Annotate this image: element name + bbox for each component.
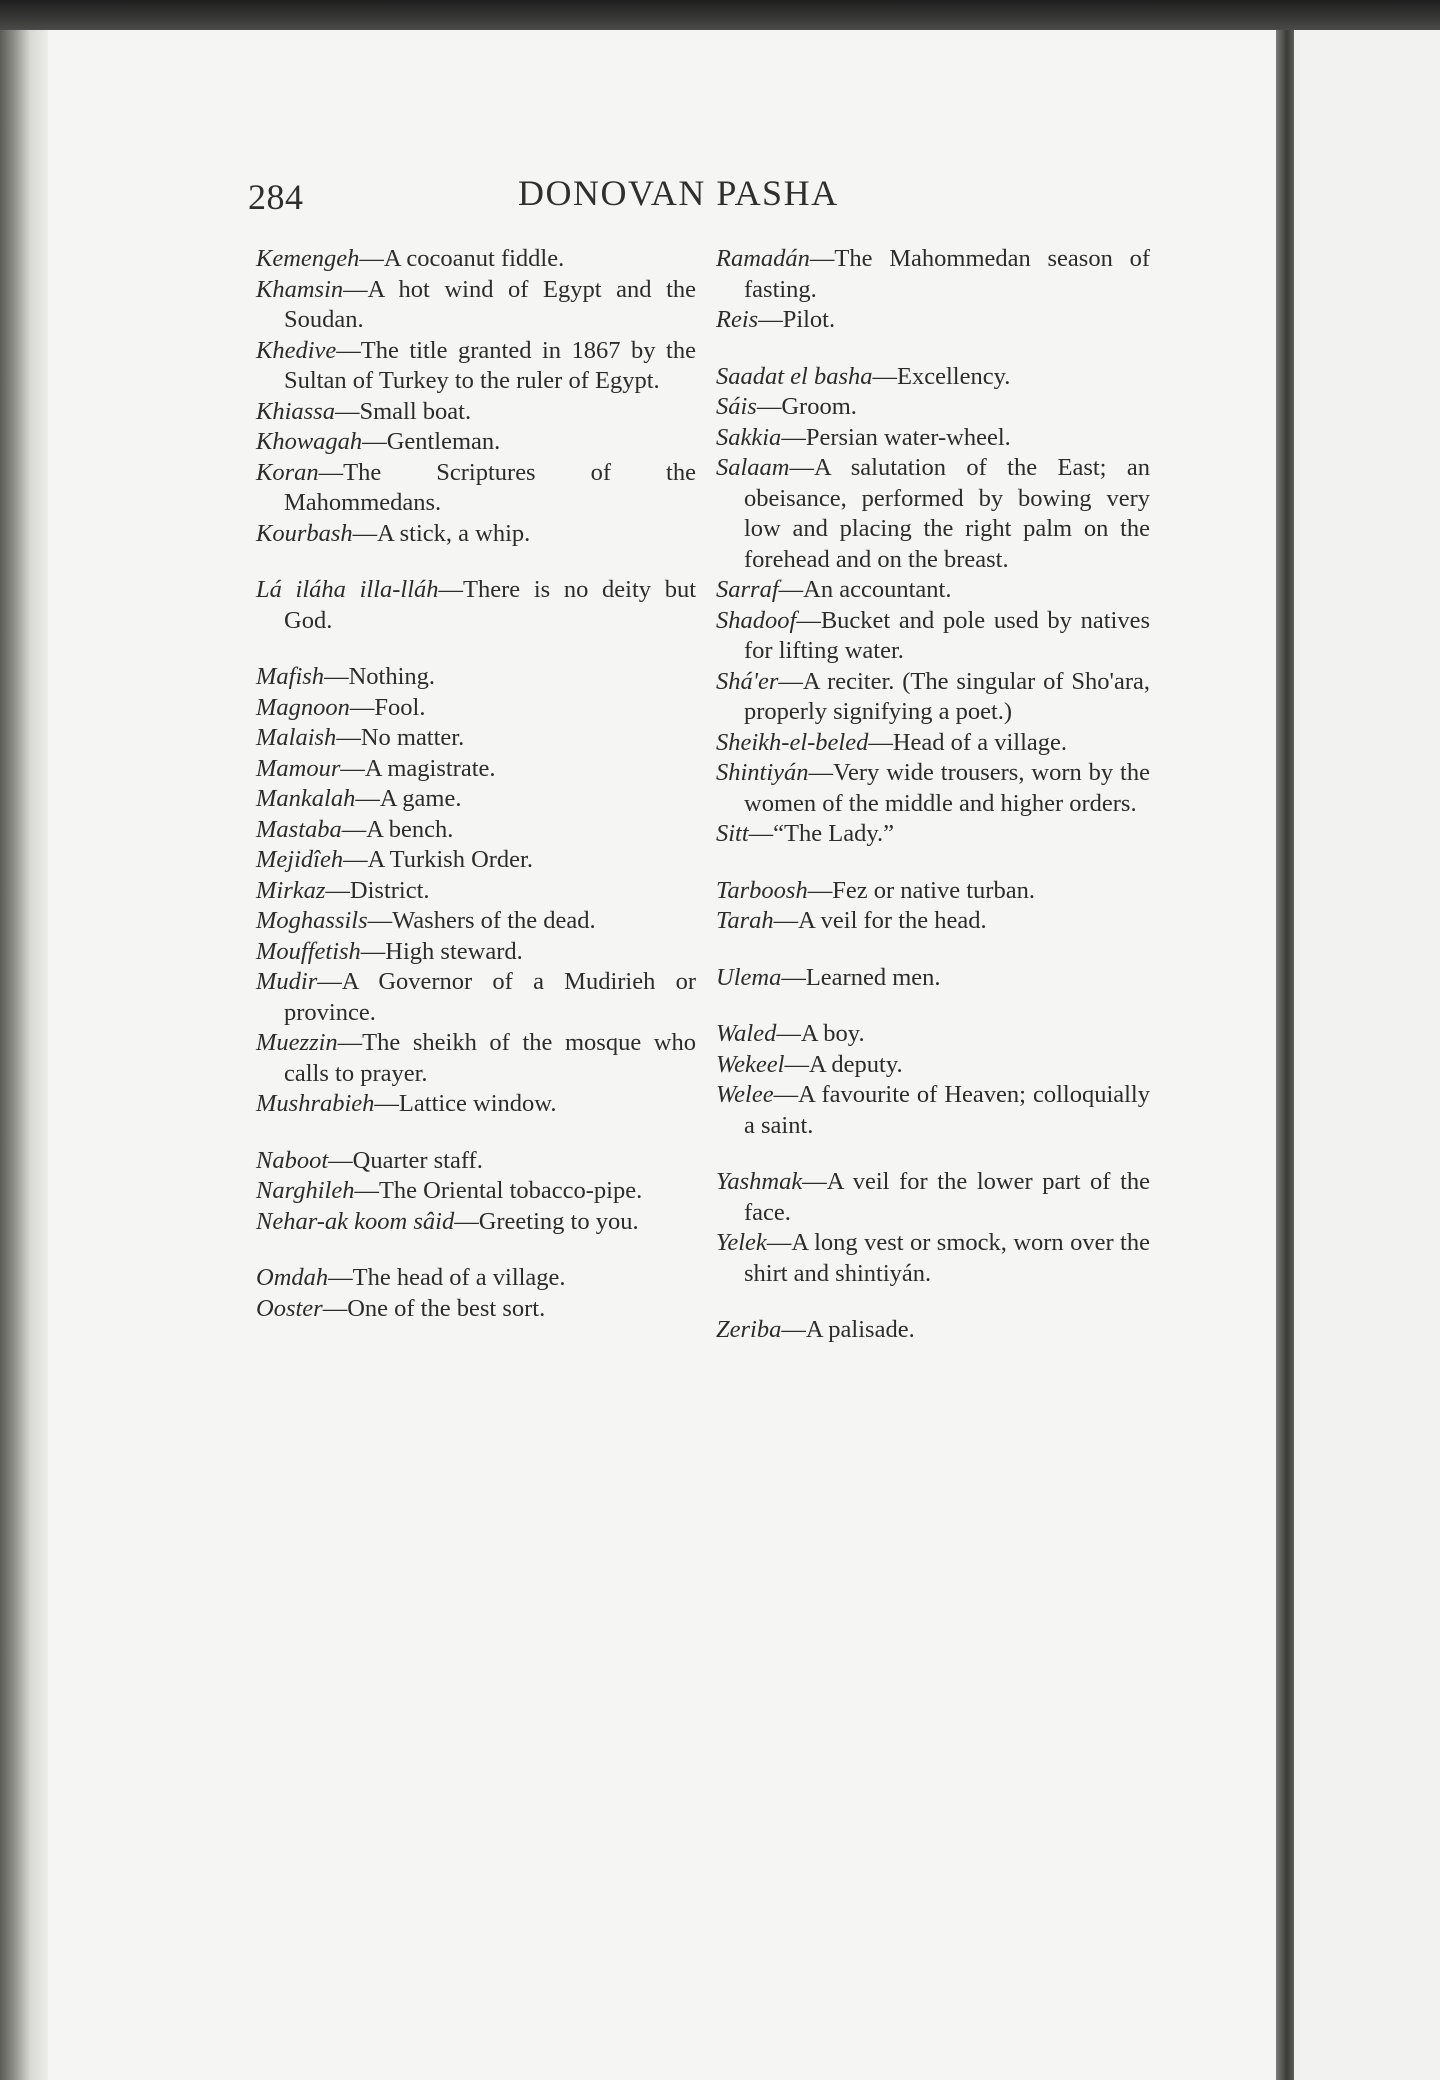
glossary-term: Salaam: [716, 454, 790, 481]
glossary-entry: [256, 1263, 696, 1294]
em-dash: [454, 1208, 479, 1235]
glossary-definition: Learned men.: [805, 963, 941, 991]
glossary-definition: A salutation of the East; an obeisance, performed by bowing very low and placing the right palm on the forehead and on the breast.: [744, 454, 1150, 573]
glossary-term: Lá iláha illa-lláh: [256, 576, 439, 603]
glossary-entry: [716, 819, 1150, 850]
glossary-entry: [716, 1167, 1150, 1228]
glossary-definition: Head of a village.: [892, 728, 1068, 756]
glossary-definition: Quarter staff.: [352, 1146, 483, 1174]
glossary-term: Sáis: [716, 393, 757, 420]
em-dash: [776, 1020, 801, 1047]
em-dash: [368, 907, 393, 934]
em-dash: [796, 607, 821, 634]
glossary-entry: [716, 1019, 1150, 1050]
glossary-term: Mushrabieh: [256, 1090, 375, 1117]
glossary-definition: A palisade.: [805, 1316, 915, 1343]
glossary-definition: A deputy.: [808, 1050, 903, 1078]
glossary-entry: [256, 1294, 696, 1325]
glossary-term: Yashmak: [716, 1168, 803, 1195]
glossary-term: Ooster: [256, 1294, 323, 1322]
glossary-term: Saadat el basha: [716, 362, 873, 390]
em-dash: [774, 907, 799, 934]
glossary-entry: [716, 575, 1150, 606]
glossary-term: Wekeel: [716, 1050, 785, 1078]
glossary-term: Sakkia: [716, 423, 782, 451]
em-dash: [374, 1090, 399, 1117]
glossary-term: Mudir: [256, 968, 318, 995]
glossary-entry: [256, 784, 696, 815]
glossary-definition: Fool.: [374, 693, 426, 721]
glossary-term: Khiassa: [256, 397, 335, 425]
glossary-definition: District.: [349, 876, 430, 904]
glossary-term: Moghassils: [256, 907, 368, 934]
glossary-entry: [256, 1146, 696, 1177]
em-dash: [790, 454, 815, 481]
glossary-entry: [256, 937, 696, 968]
glossary-entry: [256, 1089, 696, 1120]
glossary-definition: Lattice window.: [398, 1090, 557, 1117]
em-dash: [749, 820, 774, 847]
glossary-entry: [256, 1028, 696, 1089]
em-dash: [779, 576, 804, 603]
glossary-definition: A favourite of Heaven; colloquially a saint.: [744, 1081, 1150, 1139]
glossary-term: Mejidîeh: [256, 846, 344, 873]
glossary-entry: [716, 963, 1150, 994]
glossary-definition: Excellency.: [897, 362, 1011, 390]
glossary-definition: A stick, a whip.: [377, 519, 531, 547]
glossary-definition: Fez or native turban.: [832, 876, 1035, 904]
glossary-column-left: [256, 244, 696, 1324]
glossary-entry: [716, 758, 1150, 819]
glossary-entry: [716, 1315, 1150, 1346]
glossary-term: Ramadán: [716, 245, 810, 272]
glossary-term: Narghileh: [256, 1177, 355, 1204]
em-dash: [340, 755, 365, 782]
glossary-entry: [716, 1080, 1150, 1141]
glossary-term: Magnoon: [256, 693, 350, 721]
glossary-entry: [716, 423, 1150, 454]
em-dash: [362, 428, 387, 455]
scan-right-margin: [1294, 30, 1440, 2080]
glossary-entry: [256, 754, 696, 785]
em-dash: [873, 363, 898, 390]
glossary-entry: [256, 427, 696, 458]
glossary-term: Omdah: [256, 1264, 329, 1291]
glossary-definition: Washers of the dead.: [392, 907, 596, 934]
glossary-entry: [716, 728, 1150, 759]
em-dash: [354, 1177, 379, 1204]
em-dash: [868, 729, 893, 756]
glossary-definition: Greeting to you.: [478, 1207, 639, 1235]
glossary-column-right: [716, 244, 1150, 1346]
glossary-term: Mafish: [256, 663, 325, 690]
glossary-entry: [716, 305, 1150, 336]
glossary-entry: [716, 1050, 1150, 1081]
em-dash: [336, 337, 361, 364]
glossary-definition: The Scriptures of the Mahommedans.: [284, 458, 696, 516]
glossary-term: Mirkaz: [256, 876, 326, 904]
em-dash: [439, 576, 464, 603]
glossary-definition: A Turkish Order.: [367, 846, 533, 873]
glossary-term: Tarah: [716, 907, 774, 934]
em-dash: [359, 245, 384, 272]
glossary-entry: [256, 815, 696, 846]
glossary-definition: A magistrate.: [364, 754, 496, 782]
glossary-definition: The Oriental tobacco-pipe.: [378, 1177, 643, 1204]
glossary-definition: Gentleman.: [386, 428, 501, 455]
glossary-term: Naboot: [256, 1146, 329, 1174]
em-dash: [328, 1264, 353, 1291]
glossary-term: Yelek: [716, 1229, 767, 1256]
scan-top-edge: [0, 0, 1440, 30]
glossary-term: Waled: [716, 1020, 777, 1047]
glossary-entry: [256, 967, 696, 1028]
em-dash: [781, 964, 806, 991]
glossary-entry: [256, 458, 696, 519]
glossary-term: Kemengeh: [256, 245, 360, 272]
glossary-definition: A bench.: [366, 815, 454, 843]
em-dash: [336, 724, 361, 751]
glossary-definition: Groom.: [781, 393, 857, 420]
book-spine: [1276, 30, 1294, 2080]
glossary-term: Khedive: [256, 336, 337, 364]
glossary-term: Muezzin: [256, 1029, 338, 1056]
glossary-definition: “The Lady.”: [773, 820, 895, 847]
glossary-term: Ulema: [716, 963, 782, 991]
glossary-entry: [256, 275, 696, 336]
glossary-entry: [256, 1207, 696, 1238]
glossary-definition: No matter.: [360, 724, 465, 751]
glossary-entry: [256, 876, 696, 907]
glossary-entry: [716, 1228, 1150, 1289]
glossary-definition: A game.: [379, 785, 462, 812]
glossary-definition: A cocoanut fiddle.: [383, 245, 565, 272]
glossary-entry: [256, 693, 696, 724]
glossary-term: Khowagah: [256, 428, 363, 455]
em-dash: [343, 846, 368, 873]
glossary-definition: An accountant.: [803, 576, 952, 603]
glossary-term: Welee: [716, 1081, 774, 1108]
glossary-definition: Persian water-wheel.: [805, 423, 1011, 451]
em-dash: [353, 520, 378, 547]
glossary-entry: [716, 453, 1150, 575]
glossary-term: Reis: [716, 306, 759, 333]
glossary-term: Shá'er: [716, 667, 779, 695]
glossary-entry: [256, 575, 696, 636]
glossary-term: Zeriba: [716, 1316, 782, 1343]
glossary-definition: There is no deity but God.: [284, 576, 697, 634]
glossary-term: Khamsin: [256, 275, 344, 303]
page-header: [248, 173, 878, 226]
em-dash: [758, 306, 783, 333]
glossary-definition: A reciter. (The singular of Sho'ara, properly signifying a poet.): [744, 667, 1150, 725]
glossary-entry: [716, 606, 1150, 667]
glossary-entry: [256, 336, 696, 397]
em-dash: [355, 785, 380, 812]
glossary-entry: [716, 906, 1150, 937]
em-dash: [808, 877, 833, 904]
em-dash: [350, 694, 375, 721]
glossary-term: Mouffetish: [256, 937, 361, 965]
em-dash: [810, 245, 835, 272]
em-dash: [781, 1316, 806, 1343]
glossary-term: Shadoof: [716, 606, 797, 634]
glossary-entry: [716, 244, 1150, 305]
glossary-definition: A boy.: [800, 1020, 865, 1047]
em-dash: [778, 668, 803, 695]
em-dash: [784, 1051, 809, 1078]
em-dash: [328, 1147, 353, 1174]
em-dash: [802, 1168, 827, 1195]
glossary-definition: The Mahommedan season of fasting.: [744, 245, 1150, 303]
em-dash: [767, 1229, 792, 1256]
glossary-entry: [716, 392, 1150, 423]
glossary-term: Tarboosh: [716, 876, 808, 904]
em-dash: [319, 459, 344, 486]
glossary-term: Mastaba: [256, 815, 342, 843]
glossary-definition: Bucket and pole used by natives for lifting water.: [744, 606, 1150, 664]
em-dash: [343, 276, 368, 303]
em-dash: [342, 816, 367, 843]
glossary-term: Mamour: [256, 754, 341, 782]
em-dash: [809, 759, 834, 786]
scan-left-edge: [0, 30, 48, 2080]
glossary-definition: A hot wind of Egypt and the Soudan.: [284, 275, 696, 333]
glossary-definition: The head of a village.: [352, 1264, 566, 1291]
glossary-entry: [256, 723, 696, 754]
glossary-term: Sheikh-el-beled: [716, 728, 869, 756]
glossary-entry: [716, 667, 1150, 728]
glossary-entry: [256, 397, 696, 428]
glossary-term: Malaish: [256, 724, 337, 751]
em-dash: [317, 968, 342, 995]
em-dash: [361, 938, 386, 965]
glossary-definition: The title granted in 1867 by the Sultan of Turkey to the ruler of Egypt.: [284, 336, 696, 394]
glossary-definition: A veil for the head.: [798, 907, 987, 934]
glossary-definition: Small boat.: [359, 397, 472, 425]
em-dash: [781, 424, 806, 451]
em-dash: [324, 663, 349, 690]
em-dash: [325, 877, 350, 904]
glossary-term: Koran: [256, 458, 319, 486]
glossary-entry: [256, 906, 696, 937]
em-dash: [774, 1081, 799, 1108]
glossary-entry: [256, 662, 696, 693]
glossary-term: Kourbash: [256, 519, 353, 547]
glossary-definition: A Governor of a Mudirieh or province.: [284, 968, 696, 1026]
glossary-entry: [716, 876, 1150, 907]
glossary-term: Nehar-ak koom sâid: [256, 1207, 455, 1235]
glossary-term: Shintiyán: [716, 759, 809, 786]
glossary-entry: [716, 362, 1150, 393]
glossary-definition: The sheikh of the mosque who calls to prayer.: [284, 1029, 696, 1087]
glossary-definition: A veil for the lower part of the face.: [744, 1168, 1150, 1226]
glossary-entry: [256, 1176, 696, 1207]
glossary-definition: Pilot.: [782, 306, 836, 333]
glossary-term: Mankalah: [256, 785, 356, 812]
running-title: DONOVAN PASHA: [518, 173, 839, 213]
glossary-term: Sitt: [716, 820, 749, 847]
glossary-definition: One of the best sort.: [347, 1294, 546, 1322]
page-number: 284: [248, 177, 304, 217]
glossary-entry: [256, 845, 696, 876]
glossary-definition: A long vest or smock, worn over the shirt and shintiyán.: [744, 1229, 1150, 1287]
glossary-entry: [256, 519, 696, 550]
glossary-term: Sarraf: [716, 576, 779, 603]
glossary-definition: High steward.: [385, 937, 523, 965]
em-dash: [335, 398, 360, 425]
em-dash: [323, 1295, 348, 1322]
glossary-definition: Very wide trousers, worn by the women of the middle and higher orders.: [744, 759, 1150, 817]
glossary-entry: [256, 244, 696, 275]
em-dash: [338, 1029, 363, 1056]
glossary-definition: Nothing.: [348, 663, 435, 690]
em-dash: [757, 393, 782, 420]
